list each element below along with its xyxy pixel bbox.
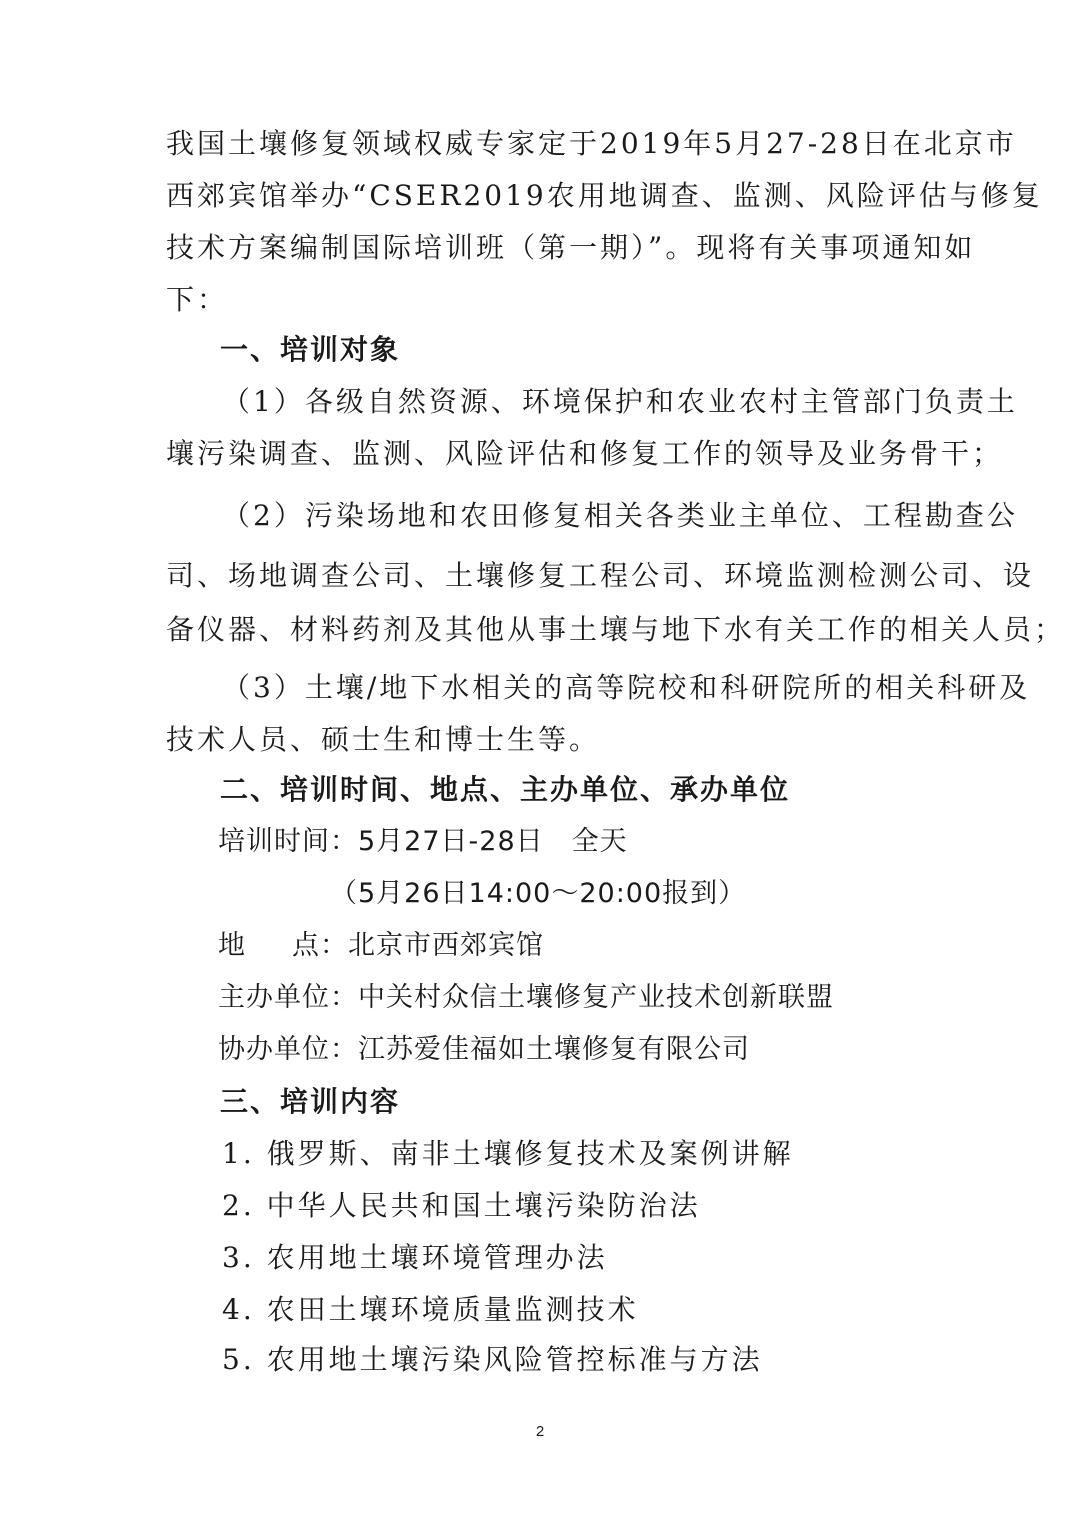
content-list-item: 4. 农田土壤环境质量监测技术 bbox=[222, 1293, 639, 1326]
training-place-label-2: 点： bbox=[292, 930, 348, 961]
content-list-item: 1. 俄罗斯、南非土壤修复技术及案例讲解 bbox=[222, 1137, 794, 1170]
co-organizer-label: 协办单位： bbox=[218, 1034, 358, 1065]
section1-heading: 一、培训对象 bbox=[220, 333, 401, 366]
content-list-item: 5. 农用地土壤污染风险管控标准与方法 bbox=[222, 1343, 763, 1376]
section2-heading: 二、培训时间、地点、主办单位、承办单位 bbox=[220, 773, 791, 806]
content-list-item: 2. 中华人民共和国土壤污染防治法 bbox=[222, 1189, 701, 1222]
training-time-value: 5月27日-28日 全天 bbox=[358, 826, 628, 857]
co-organizer-value: 江苏爱佳福如土壤修复有限公司 bbox=[358, 1034, 750, 1065]
page-number: 2 bbox=[535, 1423, 545, 1440]
section1-item2-line2: 司、场地调查公司、土壤修复工程公司、环境监测检测公司、设 bbox=[166, 559, 1035, 592]
section3-heading: 三、培训内容 bbox=[220, 1085, 401, 1118]
host-unit-label: 主办单位： bbox=[218, 982, 358, 1013]
section1-item3-line1: （3）土壤/地下水相关的高等院校和科研院所的相关科研及 bbox=[222, 671, 1031, 704]
section1-item1-line2: 壤污染调查、监测、风险评估和修复工作的领导及业务骨干； bbox=[166, 437, 1004, 470]
section1-item3-line2: 技术人员、硕士生和博士生等。 bbox=[166, 723, 601, 756]
section1-item1-line1: （1）各级自然资源、环境保护和农业农村主管部门负责土 bbox=[222, 385, 1018, 418]
host-unit-row bbox=[218, 978, 834, 1018]
training-place-row bbox=[218, 926, 544, 966]
checkin-time: （5月26日14:00～20:00报到） bbox=[330, 878, 747, 909]
section1-item2-line1: （2）污染场地和农田修复相关各类业主单位、工程勘查公 bbox=[222, 499, 1018, 532]
training-time-label: 培训时间： bbox=[218, 826, 358, 857]
host-unit-value: 中关村众信土壤修复产业技术创新联盟 bbox=[358, 982, 834, 1013]
intro-line-2: 西郊宾馆举办“CSER2019农用地调查、监测、风险评估与修复 bbox=[166, 179, 1043, 212]
training-place-label-1: 地 bbox=[218, 930, 246, 961]
intro-line-3: 技术方案编制国际培训班（第一期）”。现将有关事项通知如 bbox=[166, 231, 976, 264]
intro-line-1: 我国土壤修复领域权威专家定于2019年5月27-28日在北京市 bbox=[166, 127, 1017, 160]
section1-item2-line3: 备仪器、材料药剂及其他从事土壤与地下水有关工作的相关人员； bbox=[166, 613, 1066, 646]
training-place-value: 北京市西郊宾馆 bbox=[348, 930, 544, 961]
co-organizer-row bbox=[218, 1030, 750, 1070]
intro-line-4: 下： bbox=[166, 283, 229, 316]
training-time-row bbox=[218, 822, 628, 862]
content-list-item: 3. 农用地土壤环境管理办法 bbox=[222, 1241, 608, 1274]
